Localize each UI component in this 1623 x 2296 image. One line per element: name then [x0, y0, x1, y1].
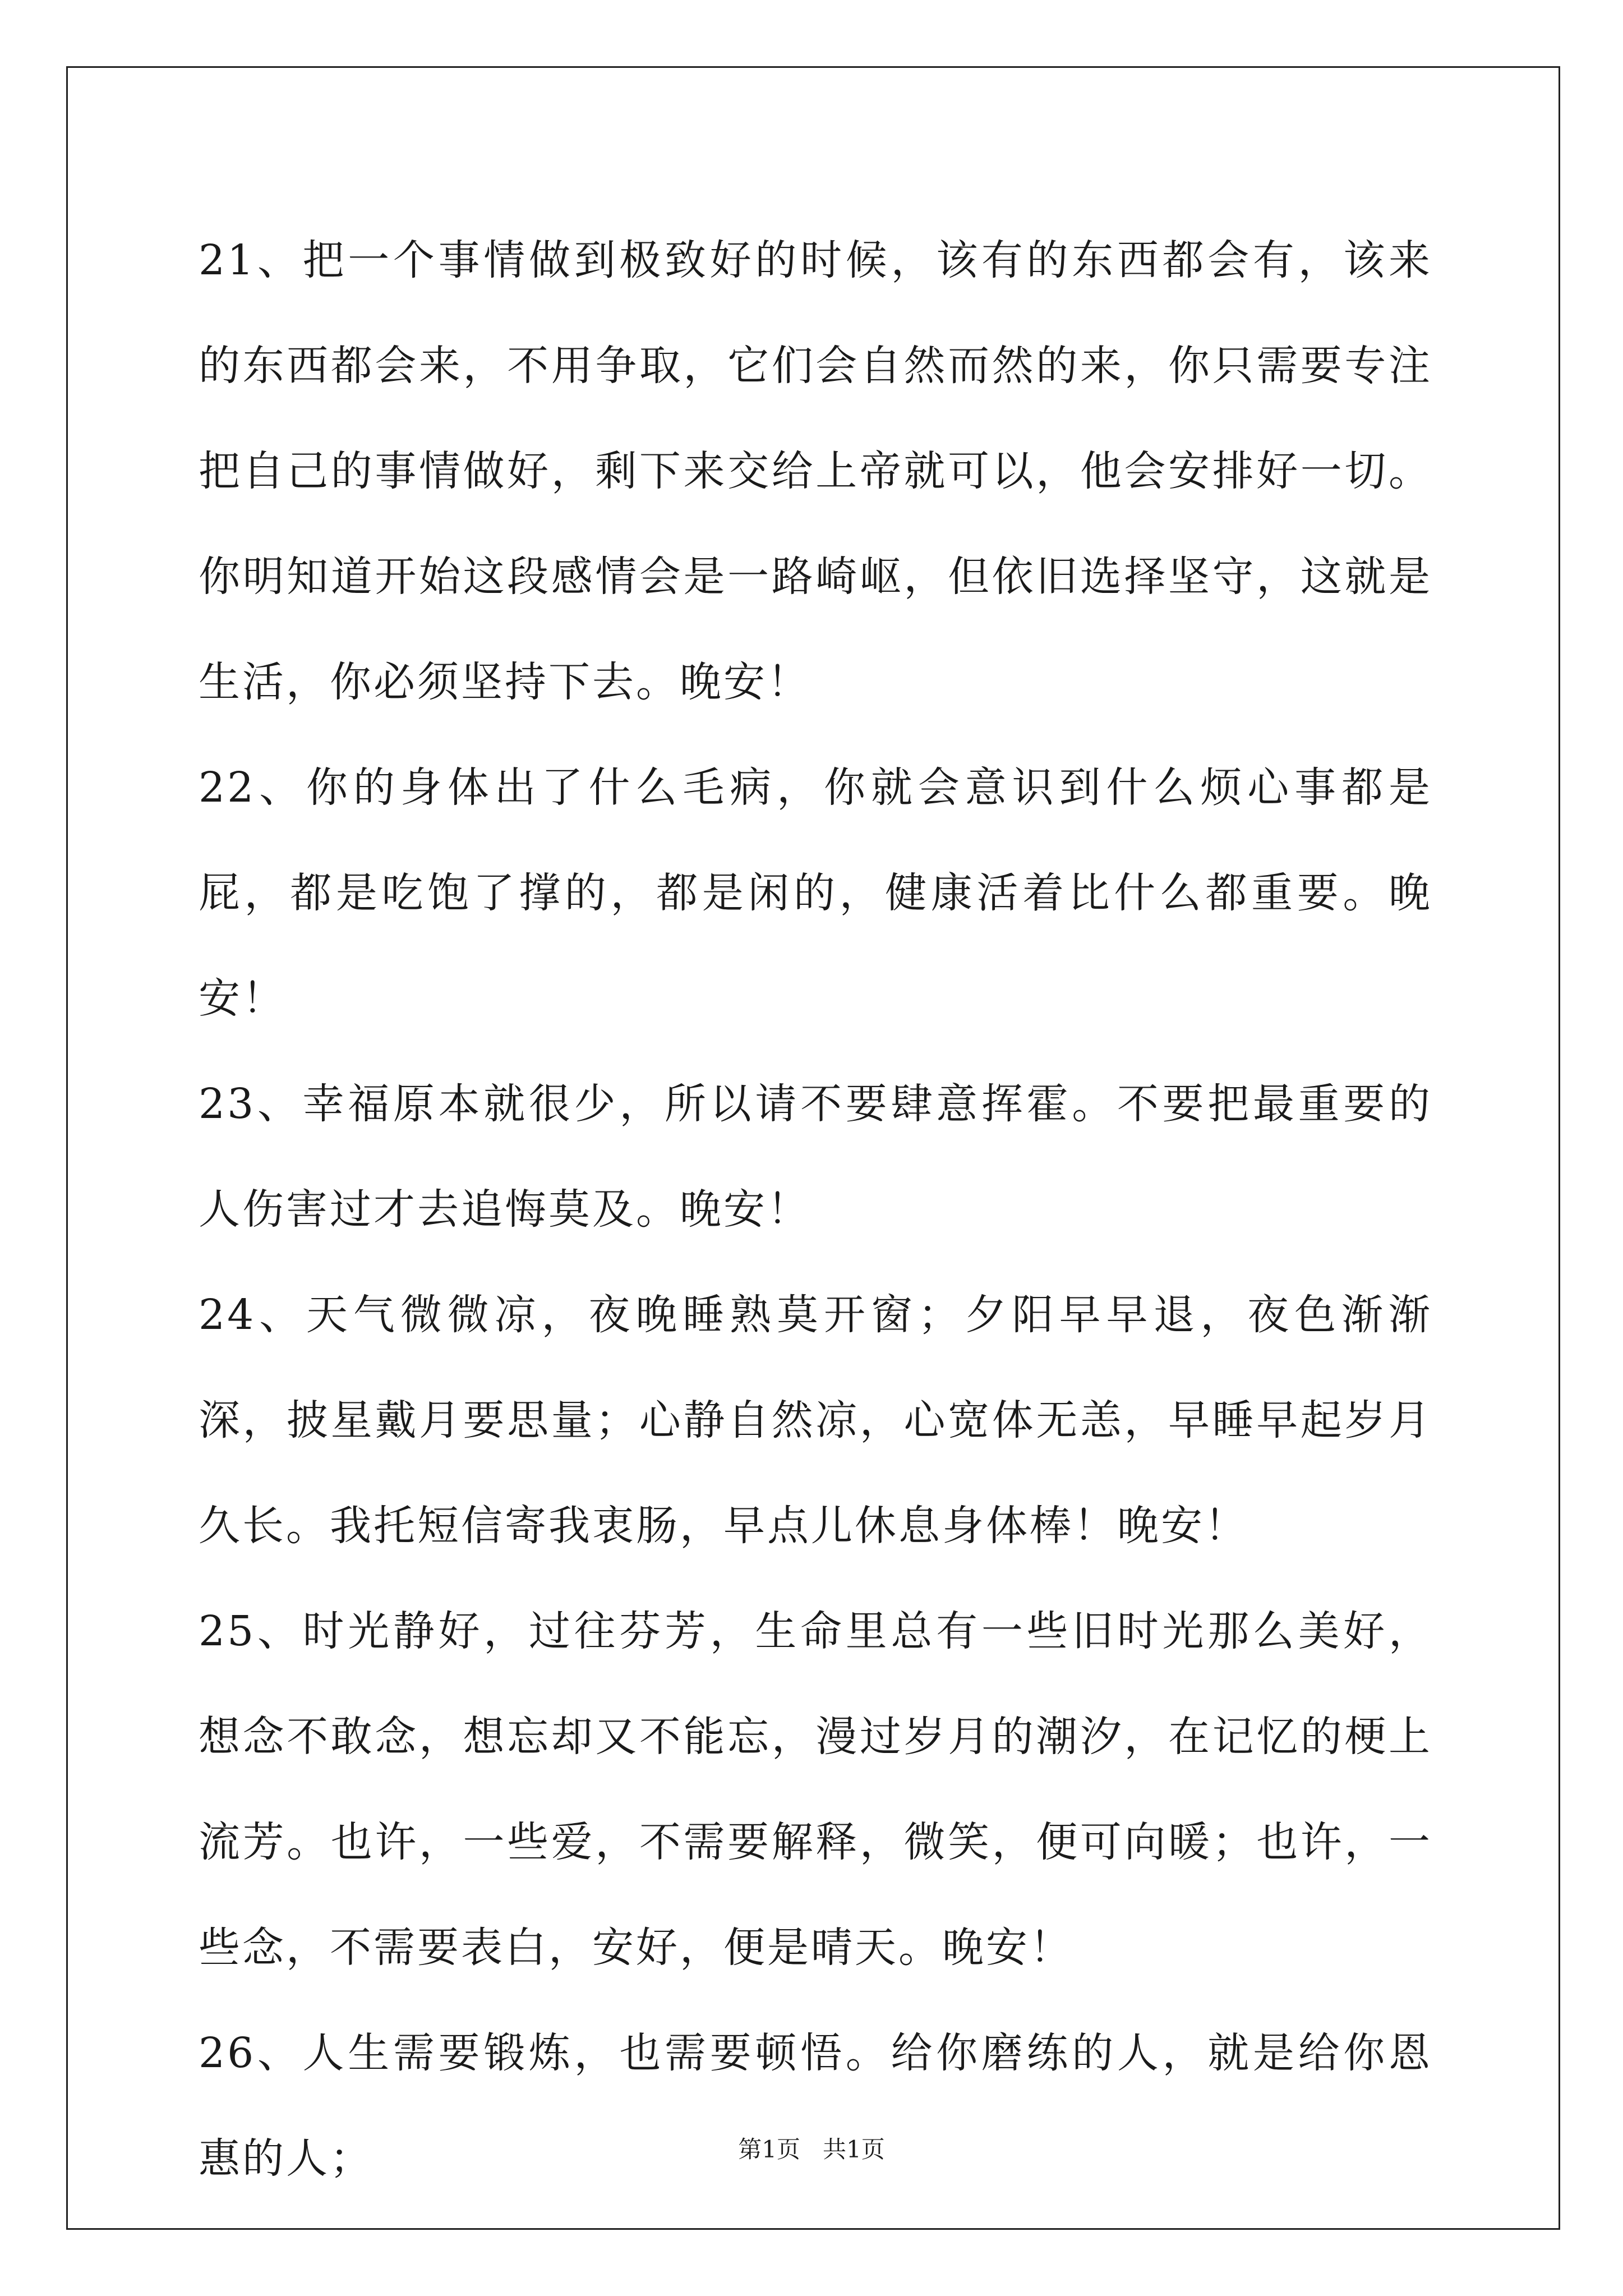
document-body: [199, 208, 1432, 2211]
page-footer: [0, 2133, 1623, 2166]
page-total: 共1页: [823, 2136, 885, 2163]
paragraph-24: 24、天气微微凉，夜晚睡熟莫开窗；夕阳早早退，夜色渐渐深，披星戴月要思量；心静自然凉，心宽体无恙，早睡早起岁月久长。我托短信寄我衷肠，早点儿休息身体棒！晚安！: [199, 1291, 1432, 1550]
paragraph-21: 21、把一个事情做到极致好的时候，该有的东西都会有，该来的东西都会来，不用争取，它们会自然而然的来，你只需要专注把自己的事情做好，剩下来交给上帝就可以，他会安排好一切。你明知道开始这段感情会是一路崎岖，但依旧选择坚守，这就是生活，你必须坚持下去。晚安！: [199, 236, 1432, 706]
paragraph-22: 22、你的身体出了什么毛病，你就会意识到什么烦心事都是屁，都是吃饱了撑的，都是闲的，健康活着比什么都重要。晚安！: [199, 763, 1432, 1023]
page-number: 第1页: [738, 2136, 800, 2163]
paragraph-25: 25、时光静好，过往芬芳，生命里总有一些旧时光那么美好，想念不敢念，想忘却又不能忘，漫过岁月的潮汐，在记忆的梗上流芳。也许，一些爱，不需要解释，微笑，便可向暖；也许，一些念，不需要表白，安好，便是晴天。晚安！: [199, 1607, 1432, 1972]
paragraph-26: 26、人生需要锻炼，也需要顿悟。给你磨练的人，就是给你恩惠的人；: [199, 2029, 1432, 2183]
paragraph-23: 23、幸福原本就很少，所以请不要肆意挥霍。不要把最重要的人伤害过才去追悔莫及。晚安！: [199, 1080, 1432, 1234]
